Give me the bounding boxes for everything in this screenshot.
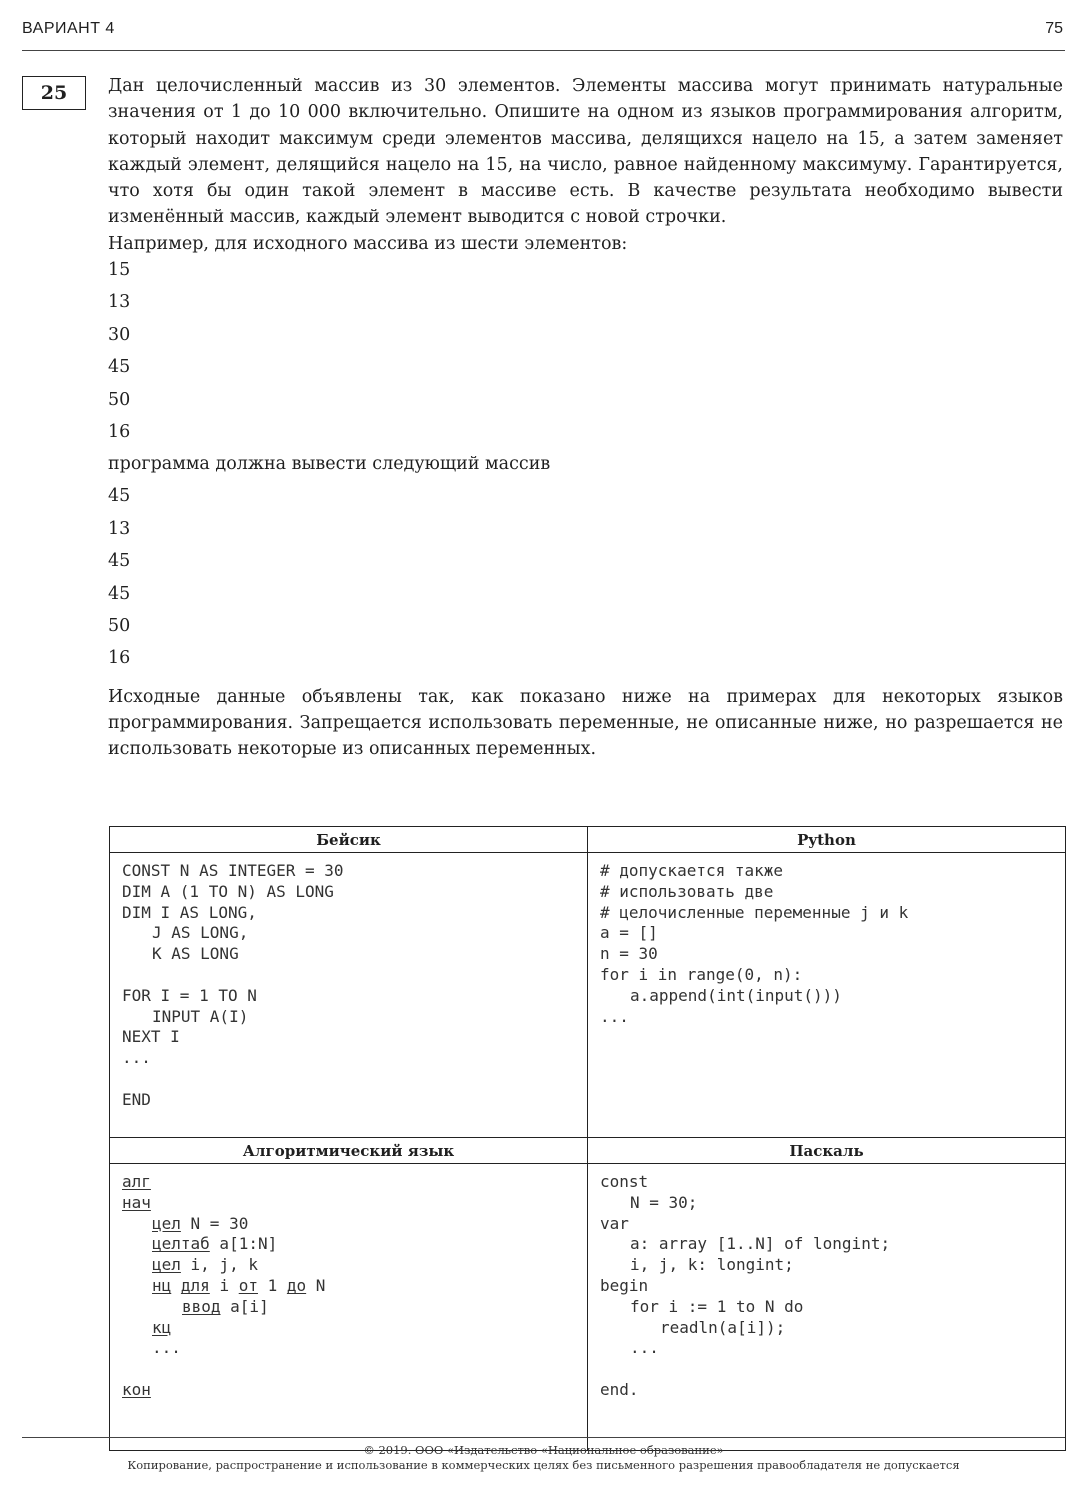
list-item: 45 — [108, 486, 131, 507]
basic-code: CONST N AS INTEGER = 30 DIM A (1 TO N) AS LONG DIM I AS LONG, J AS LONG, K AS LONG FOR I = 1 TO N INPUT A(I) NEXT I ... END — [122, 861, 344, 1109]
list-item: 13 — [108, 518, 131, 539]
list-item: 50 — [108, 389, 131, 410]
algorithmic-code-cell — [110, 1164, 588, 1451]
task-body — [108, 73, 1063, 763]
page-header — [22, 20, 1063, 44]
list-item: 13 — [108, 292, 131, 313]
list-item: 45 — [108, 583, 131, 604]
list-item: 16 — [108, 422, 131, 443]
task-number-box — [22, 76, 86, 110]
example-intro: Например, для исходного массива из шести элементов: — [108, 233, 628, 254]
input-example-list — [108, 257, 1063, 451]
basic-header: Бейсик — [110, 827, 588, 853]
python-header: Python — [588, 827, 1066, 853]
list-item: 45 — [108, 357, 131, 378]
list-item: 15 — [108, 260, 131, 281]
code-table — [109, 826, 1066, 1451]
list-item: 50 — [108, 615, 131, 636]
list-item: 16 — [108, 648, 131, 669]
copyright-line: © 2019. ООО «Издательство «Национальное образование» — [363, 1443, 724, 1457]
header-divider — [22, 50, 1065, 51]
pascal-code-cell — [588, 1164, 1066, 1451]
list-item: 30 — [108, 324, 131, 345]
task-number: 25 — [40, 82, 68, 104]
pascal-code: const N = 30; var a: array [1..N] of longint; i, j, k: longint; begin for i := 1 to N do readln(a[i]); ... end. — [600, 1172, 891, 1399]
page-number: 75 — [1045, 20, 1063, 37]
task-statement: Дан целочисленный массив из 30 элементов. Элементы массива могут принимать натуральные значения от 1 до 10 000 включительно. Опишите на одном из языков программирования алгоритм, который находит максимум среди элементов массива, делящихся нацело на 15, а затем заменяет каждый элемент, делящийся нацело на 15, на число, равное найденному максимуму. Гарантируется, что хотя бы один такой элемент в массиве есть. В качестве результата необходимо вывести изменённый массив, каждый элемент выводится с новой строчки. — [108, 76, 1063, 228]
page-footer — [0, 1443, 1087, 1473]
output-example-list — [108, 483, 1063, 677]
copyright-notice: Копирование, распространение и использование в коммерческих целях без письменного разрешения правообладателя не допускается — [127, 1458, 960, 1472]
algorithmic-code: алг нач цел N = 30 целтаб a[1:N] цел i, j, k нц для i от 1 до N ввод a[i] кц ... кон — [122, 1172, 326, 1399]
python-code-cell — [588, 853, 1066, 1138]
declaration-note: Исходные данные объявлены так, как показано ниже на примерах для некоторых языков программирования. Запрещается использовать переменные, не описанные ниже, но разрешается не использовать некоторые из описанных переменных. — [108, 686, 1063, 760]
footer-divider — [22, 1437, 1065, 1438]
variant-label: ВАРИАНТ 4 — [22, 20, 115, 37]
python-code: # допускается также # использовать две # целочисленные переменные j и k a = [] n = 30 for i in range(0, n): a.append(int(input())) ... — [600, 861, 909, 1026]
basic-code-cell — [110, 853, 588, 1138]
list-item: 45 — [108, 551, 131, 572]
algorithmic-header: Алгоритмический язык — [110, 1138, 588, 1164]
output-intro: программа должна вывести следующий массив — [108, 454, 551, 475]
pascal-header: Паскаль — [588, 1138, 1066, 1164]
